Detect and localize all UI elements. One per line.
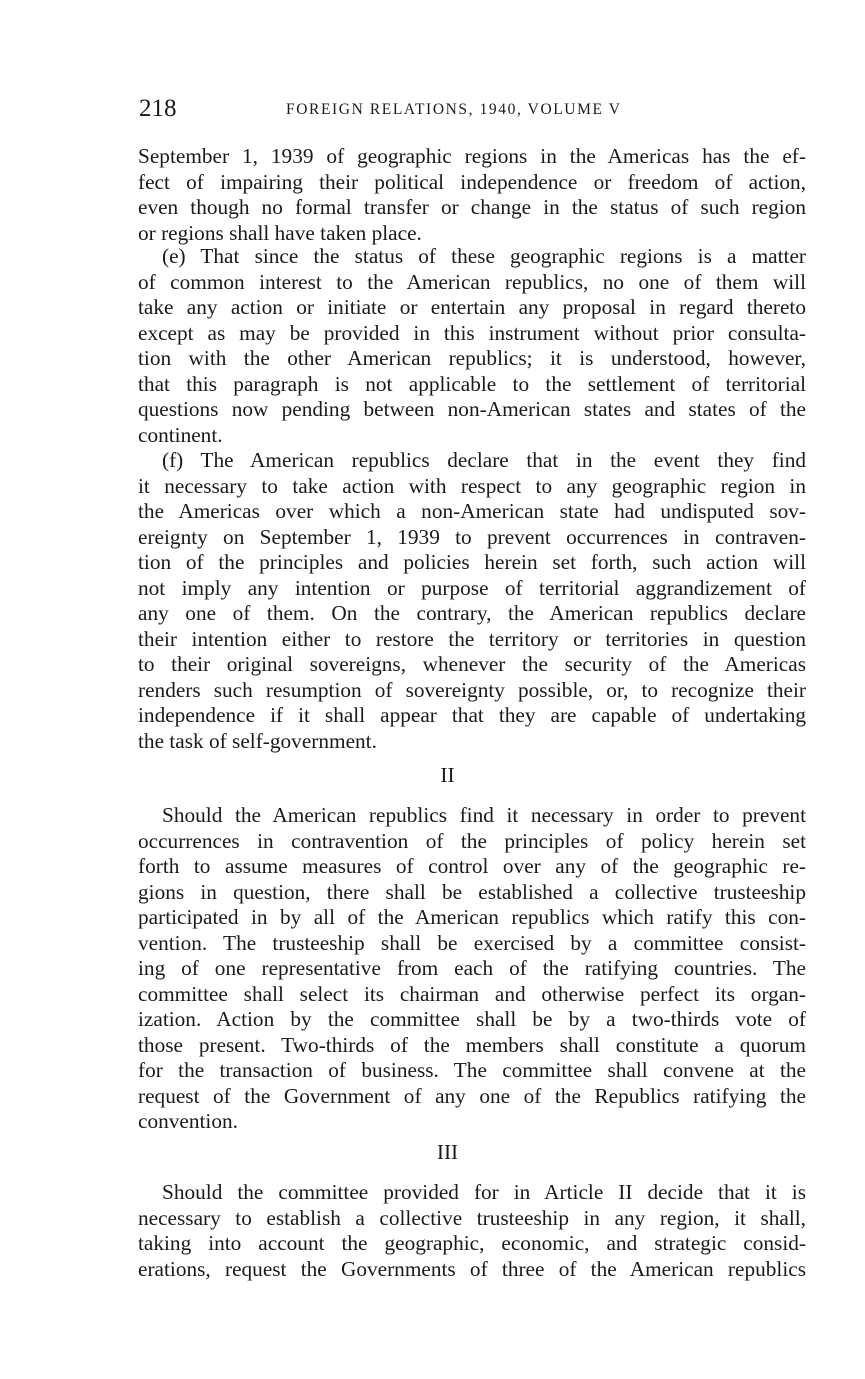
text-line: not imply any intention or purpose of territorial aggrandizement of [138,575,806,600]
text-line: their intention either to restore the territory or territories in question [138,626,806,651]
paragraph [138,803,806,1135]
text-line: that this paragraph is not applicable to the settlement of territorial [138,371,806,396]
text-line: renders such resumption of sovereignty possible, or, to recognize their [138,677,806,702]
text-line: the task of self-government. [138,728,377,753]
text-line: gions in question, there shall be established a collective trusteeship [138,879,806,904]
text-line: tion with the other American republics; it is understood, however, [138,346,806,370]
text-line: for the transaction of business. The committee shall convene at the [138,1058,806,1082]
text-line: (e) That since the status of these geographic regions is a matter [162,244,806,268]
article-heading: II [440,763,455,787]
text-line: committee shall select its chairman and otherwise perfect its organ- [138,981,806,1006]
text-line: fect of impairing their political independence or freedom of action, [138,169,806,194]
text-line: necessary to establish a collective trusteeship in any region, it shall, [138,1205,806,1230]
text-line: taking into account the geographic, economic, and strategic consid- [138,1231,806,1255]
paragraph [138,144,806,246]
text-line: continent. [138,422,223,447]
text-line: except as may be provided in this instrument without prior consulta- [138,320,806,345]
running-title: FOREIGN RELATIONS, 1940, VOLUME V [286,101,622,118]
text-line: (f) The American republics declare that in the event they find [162,448,806,472]
text-line: vention. The trusteeship shall be exercised by a committee consist- [138,930,806,955]
text-line: Should the committee provided for in Article II decide that it is [162,1180,806,1204]
text-line: ing of one representative from each of the ratifying countries. The [138,956,806,980]
page-number: 218 [139,95,177,122]
text-line: or regions shall have taken place. [138,220,422,245]
article-heading: III [436,1140,459,1164]
paragraph [138,244,806,448]
text-line: request of the Government of any one of the Republics ratifying the [138,1083,806,1108]
text-line: questions now pending between non-American states and states of the [138,397,806,421]
text-line: take any action or initiate or entertain any proposal in regard thereto [138,295,806,319]
text-line: erations, request the Governments of three of the American republics [138,1256,806,1281]
text-line: even though no formal transfer or change in the status of such region [138,195,806,219]
paragraph [138,1180,806,1282]
text-line: those present. Two-thirds of the members shall constitute a quorum [138,1032,806,1057]
text-line: forth to assume measures of control over any of the geographic re- [138,854,806,878]
text-line: of common interest to the American republics, no one of them will [138,269,806,294]
text-line: ization. Action by the committee shall be by a two-thirds vote of [138,1007,806,1031]
text-line: ereignty on September 1, 1939 to prevent occurrences in contraven- [138,524,806,549]
text-line: September 1, 1939 of geographic regions in the Americas has the ef- [138,144,806,168]
text-line: participated in by all of the American republics which ratify this con- [138,905,806,929]
text-line: any one of them. On the contrary, the American republics declare [138,601,806,625]
text-line: convention. [138,1109,238,1133]
text-line: to their original sovereigns, whenever the security of the Americas [138,652,806,676]
text-line: Should the American republics find it necessary in order to prevent [162,803,806,827]
text-line: tion of the principles and policies herein set forth, such action will [138,550,806,574]
text-line: independence if it shall appear that they are capable of undertaking [138,703,806,727]
paragraph [138,448,806,754]
text-line: it necessary to take action with respect to any geographic region in [138,473,806,498]
text-line: the Americas over which a non-American state had undisputed sov- [138,499,806,523]
text-line: occurrences in contravention of the principles of policy herein set [138,828,806,853]
